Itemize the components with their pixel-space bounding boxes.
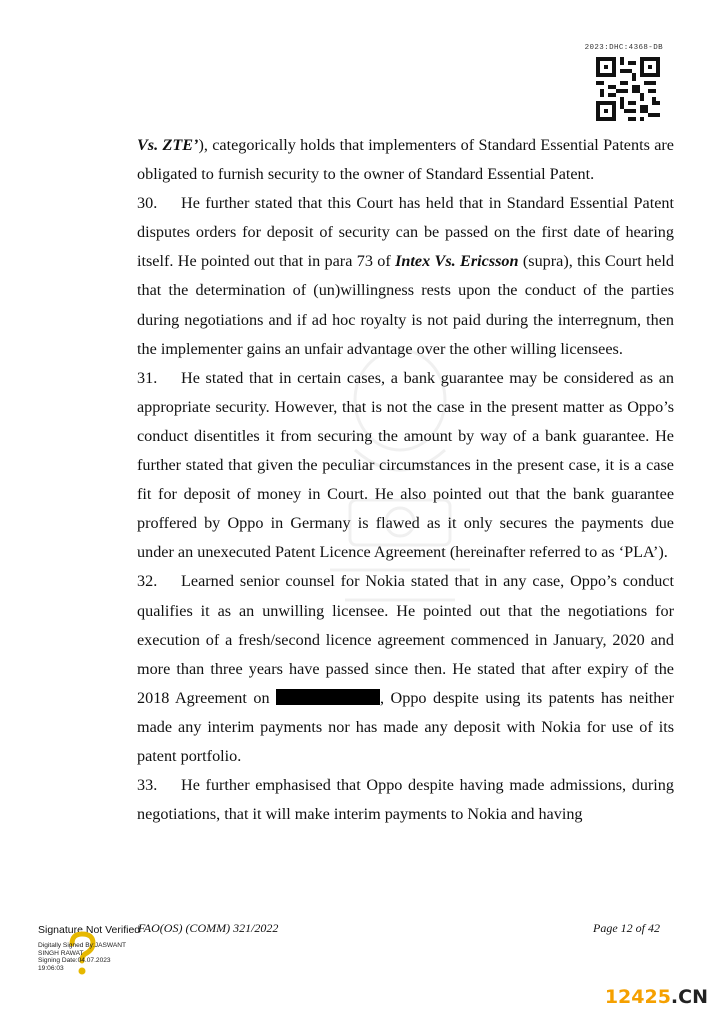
judgment-body bbox=[137, 131, 674, 829]
sig-line: 19:06:03 bbox=[38, 964, 64, 972]
paragraph-text: ), categorically holds that implementers of Standard Essential Patents are obligated to furnish security to the owner of Standard Essential Patent. bbox=[137, 136, 674, 184]
paragraph bbox=[137, 189, 674, 364]
neutral-citation: 2023:DHC:4368-DB bbox=[584, 44, 663, 52]
paragraph bbox=[137, 567, 674, 771]
case-citation: Intex Vs. Ericsson bbox=[395, 252, 519, 271]
site-logo-number: 12425 bbox=[604, 986, 671, 1008]
paragraph-number: 33. bbox=[137, 776, 158, 795]
sig-line: Digitally Signed By:JASWANT bbox=[38, 942, 127, 949]
paragraph-text: (supra), this Court held that the determination of (un)willingness rests upon the conduct of the parties during negotiations and if ad hoc royalty is not paid during the interregnum, then the implementer gains an unfair advantage over the other willing licensees. bbox=[137, 252, 674, 358]
paragraph-text: He further emphasised that Oppo despite having made admissions, during negotiations, that it will make interim payments to Nokia and having bbox=[137, 776, 674, 824]
paragraph-number: 30. bbox=[137, 194, 158, 213]
paragraph-text: Learned senior counsel for Nokia stated that in any case, Oppo’s conduct qualifies it as an unwilling licensee. He pointed out that the negotiations for execution of a fresh/second licence agreement commenced in January, 2020 and more than three years have passed since then. He stated that after expiry of the 2018 Agreement on bbox=[137, 572, 674, 707]
paragraph bbox=[137, 364, 674, 568]
digital-signature-details bbox=[38, 942, 126, 972]
paragraph bbox=[137, 771, 674, 829]
page-number: Page 12 of 42 bbox=[593, 921, 660, 935]
case-citation: Vs. ZTE’ bbox=[137, 136, 199, 154]
page-footer bbox=[38, 921, 660, 941]
signature-status: Signature Not Verified bbox=[38, 924, 141, 936]
sig-line: SINGH RAWAT bbox=[38, 949, 84, 957]
paragraph-text: He further stated that this Court has held that in Standard Essential Patent disputes orders for deposit of security can be passed on the first date of hearing itself. He pointed out that in para 73 of bbox=[137, 194, 674, 271]
qr-code-icon bbox=[596, 57, 660, 121]
paragraph-text: , Oppo despite using its patents has neither made any interim payments nor has made any deposit with Nokia for use of its patent portfolio. bbox=[137, 688, 674, 765]
site-logo bbox=[605, 986, 708, 1008]
paragraph-number: 31. bbox=[137, 368, 158, 387]
site-logo-domain: .CN bbox=[670, 986, 708, 1008]
paragraph-number: 32. bbox=[137, 572, 158, 591]
paragraph-text: He stated that in certain cases, a bank guarantee may be considered as an appropriate security. However, that is not the case in the present matter as Oppo’s conduct disentitles it from securing the amount by way of a bank guarantee. He further stated that given the peculiar circumstances in the present case, it is a case fit for deposit of money in Court. He also pointed out that the bank guarantee proffered by Oppo in Germany is flawed as it only secures the payments due under an unexecuted Patent Licence Agreement (hereinafter referred to as ‘PLA’). bbox=[137, 368, 674, 562]
sig-line: Signing Date:04.07.2023 bbox=[38, 957, 111, 965]
paragraph bbox=[137, 131, 674, 189]
case-number: FAO(OS) (COMM) 321/2022 bbox=[138, 921, 279, 935]
redaction-box bbox=[276, 689, 380, 705]
